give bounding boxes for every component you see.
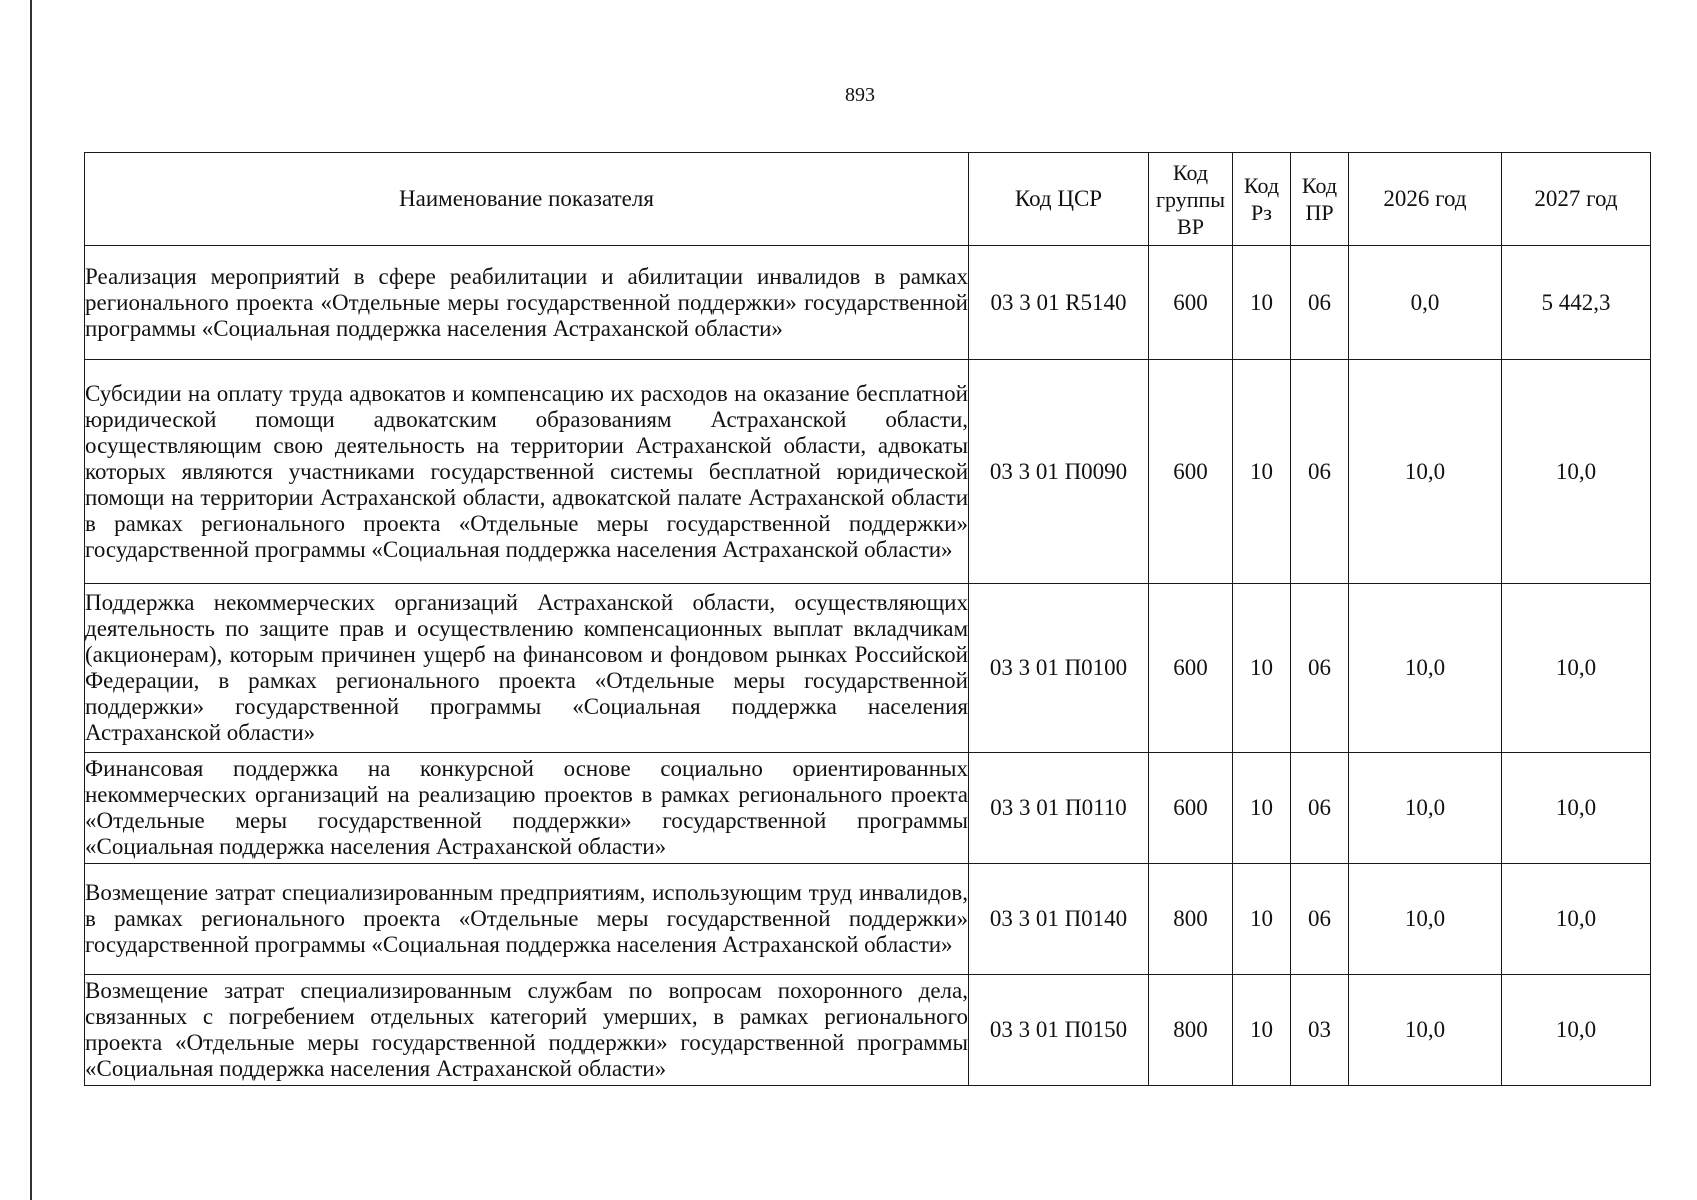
row-csr: 03 3 01 R5140 <box>969 246 1149 360</box>
row-2027: 10,0 <box>1502 753 1651 864</box>
table-row <box>85 753 1651 864</box>
row-pr: 06 <box>1291 864 1349 975</box>
header-csr: Код ЦСР <box>969 153 1149 246</box>
row-2026: 10,0 <box>1349 584 1502 753</box>
header-2027: 2027 год <box>1502 153 1651 246</box>
row-name: Поддержка некоммерческих организаций Астраханской области, осуществляющих деятельность по защите прав и осуществлению компенсационных выплат вкладчикам (акционерам), которым причинен ущерб на финансовом и фондовом рынках Российской Федерации, в рамках регионального проекта «Отдельные меры государственной поддержки» государственной программы «Социальная поддержка населения Астраханской области» <box>85 584 969 753</box>
row-vr: 800 <box>1149 864 1233 975</box>
row-pr: 06 <box>1291 246 1349 360</box>
row-name: Реализация мероприятий в сфере реабилитации и абилитации инвалидов в рамках регионального проекта «Отдельные меры государственной поддержки» государственной программы «Социальная поддержка населения Астраханской области» <box>85 246 969 360</box>
row-csr: 03 3 01 П0140 <box>969 864 1149 975</box>
header-pr: Код ПР <box>1291 153 1349 246</box>
row-2026: 10,0 <box>1349 360 1502 584</box>
row-vr: 600 <box>1149 360 1233 584</box>
row-2026: 10,0 <box>1349 864 1502 975</box>
table-row <box>85 246 1651 360</box>
row-name: Возмещение затрат специализированным предприятиям, использующим труд инвалидов, в рамках регионального проекта «Отдельные меры государственной поддержки» государственной программы «Социальная поддержка населения Астраханской области» <box>85 864 969 975</box>
scan-edge-line <box>30 0 32 1200</box>
row-rz: 10 <box>1233 975 1291 1086</box>
row-vr: 600 <box>1149 753 1233 864</box>
row-2027: 10,0 <box>1502 975 1651 1086</box>
table-row <box>85 864 1651 975</box>
row-rz: 10 <box>1233 864 1291 975</box>
row-2026: 10,0 <box>1349 753 1502 864</box>
row-csr: 03 3 01 П0100 <box>969 584 1149 753</box>
row-pr: 06 <box>1291 753 1349 864</box>
row-pr: 03 <box>1291 975 1349 1086</box>
header-rz: Код Рз <box>1233 153 1291 246</box>
row-name: Субсидии на оплату труда адвокатов и компенсацию их расходов на оказание бесплатной юридической помощи адвокатским образованиям Астраханской области, осуществляющим свою деятельность на территории Астраханской области, адвокаты которых являются участниками государственной системы бесплатной юридической помощи на территории Астраханской области, адвокатской палате Астраханской области в рамках регионального проекта «Отдельные меры государственной поддержки» государственной программы «Социальная поддержка населения Астраханской области» <box>85 360 969 584</box>
row-name: Возмещение затрат специализированным службам по вопросам похоронного дела, связанных с погребением отдельных категорий умерших, в рамках регионального проекта «Отдельные меры государственной поддержки» государственной программы «Социальная поддержка населения Астраханской области» <box>85 975 969 1086</box>
row-rz: 10 <box>1233 360 1291 584</box>
header-name: Наименование показателя <box>85 153 969 246</box>
page-number: 893 <box>845 84 875 106</box>
table-row <box>85 584 1651 753</box>
row-vr: 800 <box>1149 975 1233 1086</box>
row-vr: 600 <box>1149 584 1233 753</box>
row-2027: 10,0 <box>1502 584 1651 753</box>
row-pr: 06 <box>1291 360 1349 584</box>
row-vr: 600 <box>1149 246 1233 360</box>
row-rz: 10 <box>1233 246 1291 360</box>
header-vr: Код группы ВР <box>1149 153 1233 246</box>
row-csr: 03 3 01 П0110 <box>969 753 1149 864</box>
table-row <box>85 360 1651 584</box>
header-2026: 2026 год <box>1349 153 1502 246</box>
table-row <box>85 975 1651 1086</box>
row-csr: 03 3 01 П0090 <box>969 360 1149 584</box>
budget-table <box>84 152 1651 1086</box>
row-rz: 10 <box>1233 584 1291 753</box>
row-name: Финансовая поддержка на конкурсной основе социально ориентированных некоммерческих организаций на реализацию проектов в рамках регионального проекта «Отдельные меры государственной поддержки» государственной программы «Социальная поддержка населения Астраханской области» <box>85 753 969 864</box>
row-2027: 5 442,3 <box>1502 246 1651 360</box>
row-2027: 10,0 <box>1502 864 1651 975</box>
table-header-row <box>85 153 1651 246</box>
row-pr: 06 <box>1291 584 1349 753</box>
row-csr: 03 3 01 П0150 <box>969 975 1149 1086</box>
row-rz: 10 <box>1233 753 1291 864</box>
row-2026: 10,0 <box>1349 975 1502 1086</box>
row-2027: 10,0 <box>1502 360 1651 584</box>
row-2026: 0,0 <box>1349 246 1502 360</box>
